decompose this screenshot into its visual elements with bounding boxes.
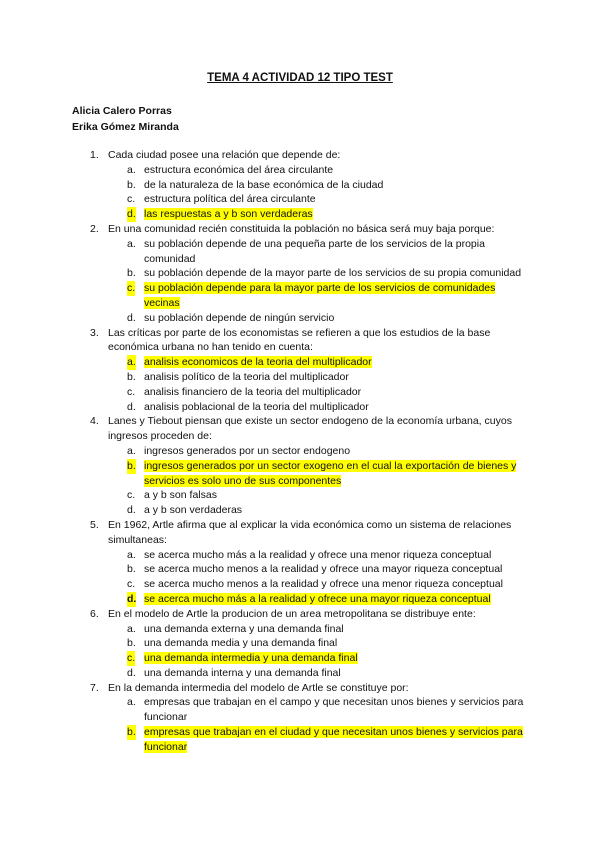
answer-option [0,311,600,326]
question-item [0,148,600,222]
question-number: 5. [90,518,99,531]
option-text: empresas que trabajan en el campo y que necesitan unos bienes y servicios para funcionar [144,696,524,724]
option-letter: b. [127,637,136,650]
author-list [72,103,179,135]
option-text: su población depende de ningún servicio [144,311,335,324]
author-name: Erika Gómez Miranda [72,121,179,133]
answer-option [0,622,600,637]
question-text: En 1962, Artle afirma que al explicar la vida económica como un sistema de relaciones simultaneas: [108,518,512,546]
option-text: ingresos generados por un sector exogeno en el cual la exportación de bienes y servicios es solo uno de sus componentes [144,459,517,487]
answer-option [0,266,600,281]
answer-option-highlighted [0,651,600,666]
option-text: se acerca mucho menos a la realidad y ofrece una mayor riqueza conceptual [144,563,503,576]
question-item [0,518,600,607]
option-text: estructura económica del área circulante [144,163,334,176]
question-text: En una comunidad recién constituida la población no básica será muy baja porque: [108,222,495,235]
option-letter: a. [127,622,136,635]
question-text: Cada ciudad posee una relación que depende de: [108,149,341,161]
option-letter: b. [127,563,136,576]
answer-option [0,370,600,385]
option-text: empresas que trabajan en el ciudad y que necesitan unos bienes y servicios para funcionar [144,726,523,753]
question-item [0,681,600,755]
option-letter: d. [127,504,136,517]
option-letter: b. [127,370,136,383]
option-letter: a. [127,356,136,369]
answer-option [0,636,600,651]
author-name: Alicia Calero Porras [72,105,172,117]
answer-option-highlighted [0,207,600,222]
answer-option [0,163,600,178]
option-letter: d. [127,400,136,413]
option-letter: d. [127,666,136,679]
answer-option-highlighted [0,592,600,607]
answer-option [0,178,600,193]
option-letter: a. [127,237,136,250]
option-text: se acerca mucho más a la realidad y ofrece una mayor riqueza conceptual [144,592,491,605]
option-text: se acerca mucho menos a la realidad y ofrece una menor riqueza conceptual [144,578,503,591]
option-text: ingresos generados por un sector endogeno [144,444,351,457]
answer-option [0,400,600,415]
question-text: En la demanda intermedia del modelo de Artle se constituye por: [108,681,409,694]
answer-option-highlighted [0,355,600,370]
question-item [0,222,600,326]
option-letter: a. [127,444,136,457]
option-text: analisis poblacional de la teoria del multiplicador [144,400,369,413]
option-text: su población depende de la mayor parte de los servicios de su propia comunidad [144,267,522,280]
answer-option [0,562,600,577]
option-letter: d. [127,311,136,324]
answer-option [0,237,600,267]
option-text: estructura política del área circulante [144,193,316,206]
answer-option [0,488,600,503]
option-letter: d. [127,208,136,221]
option-text: analisis economicos de la teoria del multiplicador [144,356,372,369]
option-text: a y b son falsas [144,489,217,502]
option-text: una demanda interna y una demanda final [144,666,341,679]
option-letter: c. [127,385,136,398]
option-letter: b. [127,459,136,472]
answer-option [0,503,600,518]
question-item [0,326,600,415]
option-text: una demanda externa y una demanda final [144,622,344,635]
option-letter: a. [127,163,136,176]
option-text: a y b son verdaderas [144,504,243,517]
question-number: 1. [90,149,99,161]
question-number: 4. [90,415,99,428]
option-text: se acerca mucho más a la realidad y ofrece una menor riqueza conceptual [144,548,492,561]
option-letter: a. [127,548,136,561]
option-text: una demanda intermedia y una demanda final [144,652,358,665]
question-item [0,414,600,518]
question-number: 3. [90,326,99,339]
question-list [0,148,600,755]
option-letter: c. [127,489,136,502]
answer-option [0,385,600,400]
option-text: de la naturaleza de la base económica de la ciudad [144,178,384,191]
question-text: Las críticas por parte de los economistas se refieren a que los estudios de la base económica urbana no han tenido en cuenta: [108,326,491,354]
option-letter: c. [127,193,136,206]
answer-option [0,695,600,725]
question-number: 7. [90,681,99,694]
option-letter: d. [127,592,137,605]
answer-option [0,666,600,681]
document-title: TEMA 4 ACTIVIDAD 12 TIPO TEST [207,72,393,84]
option-text: analisis financiero de la teoria del multiplicador [144,385,362,398]
answer-option-highlighted [0,281,600,311]
answer-option-highlighted [0,459,600,489]
option-text: analisis político de la teoria del multiplicador [144,370,349,383]
option-letter: c. [127,578,136,591]
question-text: En el modelo de Artle la producion de un area metropolitana se distribuye ente: [108,607,476,620]
option-letter: b. [127,726,136,739]
question-number: 6. [90,607,99,620]
question-text: Lanes y Tiebout piensan que existe un sector endogeno de la economía urbana, cuyos ingresos proceden de: [108,415,512,443]
option-letter: a. [127,696,136,709]
option-letter: b. [127,178,136,191]
answer-option [0,548,600,563]
option-text: una demanda media y una demanda final [144,637,338,650]
answer-option [0,577,600,592]
option-letter: c. [127,652,136,665]
option-letter: c. [127,282,136,295]
question-number: 2. [90,222,99,235]
answer-option-highlighted [0,725,600,755]
answer-option [0,444,600,459]
option-text: su población depende para la mayor parte de los servicios de comunidades vecinas [144,282,496,309]
option-text: las respuestas a y b son verdaderas [144,208,313,221]
question-item [0,607,600,681]
option-letter: b. [127,267,136,280]
answer-option [0,192,600,207]
option-text: su población depende de una pequeña parte de los servicios de la propia comunidad [144,237,485,265]
